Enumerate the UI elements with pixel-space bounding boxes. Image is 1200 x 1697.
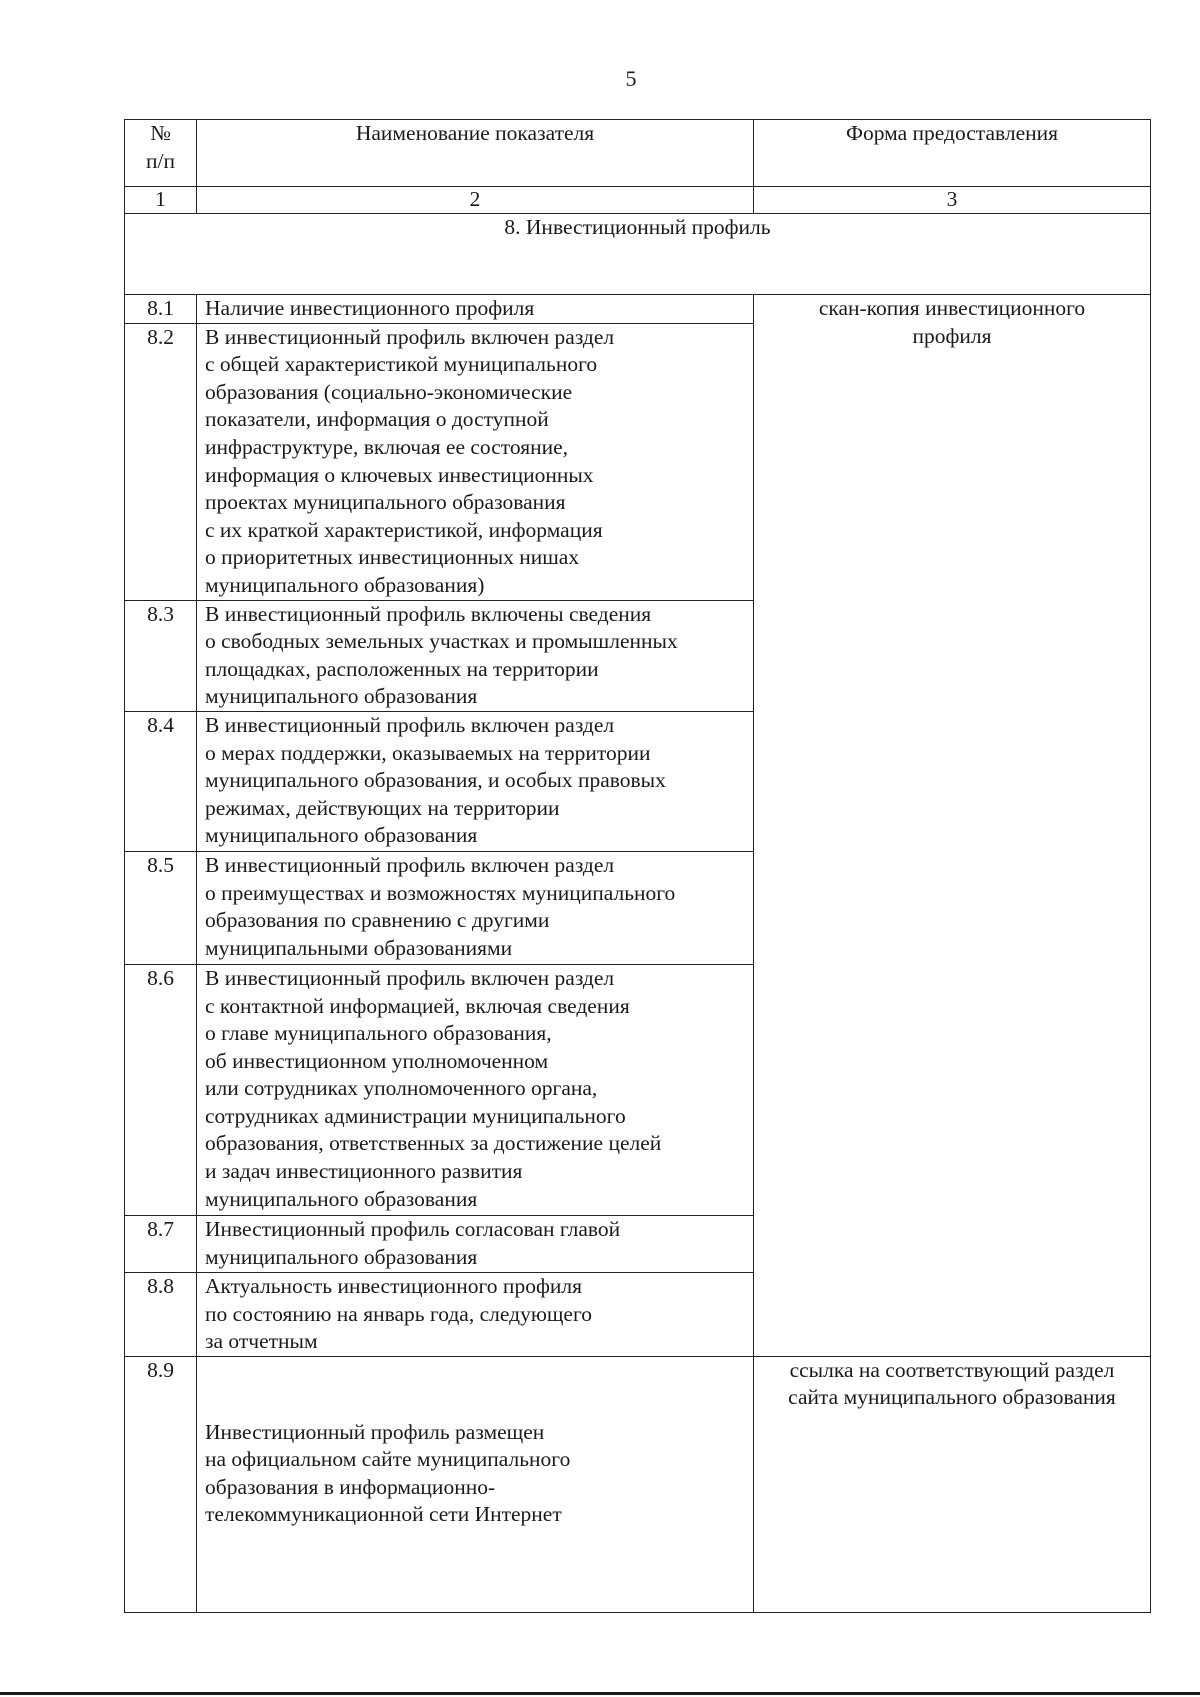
- indicator-name: Инвестиционный профиль размещен на официальном сайте муниципального образования в информационно- телекоммуникационной сети Интернет: [197, 1356, 754, 1612]
- column-number-3: 3: [754, 187, 1151, 214]
- row-number: 8.9: [125, 1356, 197, 1612]
- indicator-name: Актуальность инвестиционного профиля по состоянию на январь года, следующего за отчетным: [197, 1272, 754, 1356]
- form-site-link: ссылка на соответствующий раздел сайта муниципального образования: [754, 1356, 1151, 1612]
- header-form: Форма предоставления: [754, 120, 1151, 187]
- indicators-table: [124, 119, 1151, 1613]
- form-scan-copy: скан-копия инвестиционного профиля: [754, 295, 1151, 1357]
- row-number: 8.7: [125, 1215, 197, 1272]
- bottom-rule: [0, 1692, 1200, 1695]
- indicator-name: В инвестиционный профиль включен раздел с общей характеристикой муниципального образования (социально-экономические показатели, информация о доступной инфраструктуре, включая ее состояние, информация о ключевых инвестиционных проектах муниципального образования с их краткой характеристикой, информация о приоритетных инвестиционных нишах муниципального образования): [197, 323, 754, 600]
- row-number: 8.5: [125, 851, 197, 964]
- column-number-1: 1: [125, 187, 197, 214]
- header-name: Наименование показателя: [197, 120, 754, 187]
- row-number: 8.4: [125, 711, 197, 851]
- row-number: 8.1: [125, 295, 197, 324]
- table-row: [125, 295, 1151, 324]
- indicator-name: В инвестиционный профиль включен раздел о преимуществах и возможностях муниципального образования по сравнению с другими муниципальными образованиями: [197, 851, 754, 964]
- row-number: 8.6: [125, 964, 197, 1215]
- row-number: 8.2: [125, 323, 197, 600]
- section-row: [125, 214, 1151, 295]
- indicator-name: В инвестиционный профиль включен раздел с контактной информацией, включая сведения о главе муниципального образования, об инвестиционном уполномоченном или сотрудниках уполномоченного органа, сотрудниках администрации муниципального образования, ответственных за достижение целей и задач инвестиционного развития муниципального образования: [197, 964, 754, 1215]
- indicator-name: Наличие инвестиционного профиля: [197, 295, 754, 324]
- indicator-name: Инвестиционный профиль согласован главой муниципального образования: [197, 1215, 754, 1272]
- indicator-name: В инвестиционный профиль включен раздел о мерах поддержки, оказываемых на территории муниципального образования, и особых правовых режимах, действующих на территории муниципального образования: [197, 711, 754, 851]
- section-title: 8. Инвестиционный профиль: [125, 214, 1151, 295]
- column-number-2: 2: [197, 187, 754, 214]
- table-row: [125, 1356, 1151, 1612]
- row-number: 8.3: [125, 600, 197, 711]
- indicator-name: В инвестиционный профиль включены сведения о свободных земельных участках и промышленных площадках, расположенных на территории муниципального образования: [197, 600, 754, 711]
- header-row: [125, 120, 1151, 187]
- header-num: № п/п: [125, 120, 197, 187]
- column-number-row: [125, 187, 1151, 214]
- page-number: 5: [625, 66, 637, 91]
- row-number: 8.8: [125, 1272, 197, 1356]
